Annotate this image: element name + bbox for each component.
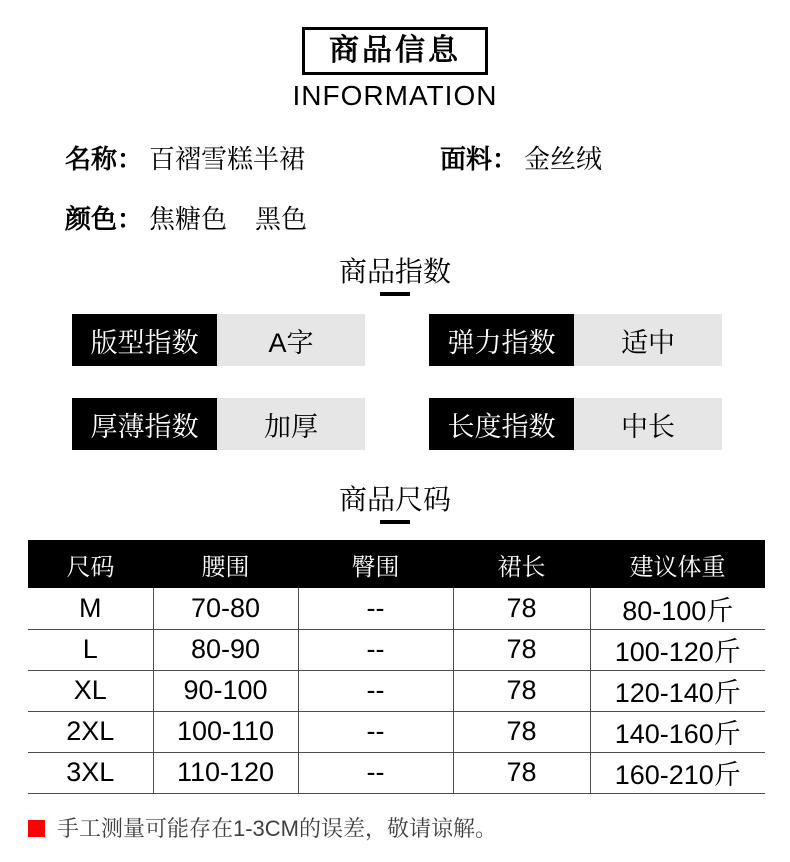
index-label-elasticity: 弹力指数: [429, 314, 574, 366]
cell-size: M: [28, 588, 153, 629]
table-row: [28, 629, 765, 670]
size-section-title: 商品尺码: [338, 484, 451, 515]
name-label: 名称：: [65, 144, 144, 174]
size-section-underline: [380, 520, 410, 524]
page-title-box: [302, 27, 488, 75]
size-table: [28, 540, 765, 794]
measurement-note-text: 手工测量可能存在1-3CM的误差，敬请谅解。: [57, 815, 498, 841]
col-header-hip: 臀围: [298, 540, 453, 588]
cell-weight: 160-210斤: [590, 752, 765, 793]
cell-waist: 90-100: [153, 670, 298, 711]
cell-skirt-length: 78: [453, 629, 590, 670]
index-item-elasticity: [429, 314, 722, 366]
page-subtitle: INFORMATION: [292, 80, 498, 111]
cell-skirt-length: 78: [453, 752, 590, 793]
index-item-thickness: [72, 398, 365, 450]
color-label: 颜色：: [65, 204, 144, 234]
index-value-elasticity: 适中: [574, 314, 722, 366]
index-value-length: 中长: [574, 398, 722, 450]
color-value-2: 黑色: [255, 204, 308, 234]
fabric-value: 金丝绒: [524, 144, 603, 174]
index-grid: [0, 314, 790, 450]
cell-weight: 80-100斤: [590, 588, 765, 629]
col-header-waist: 腰围: [153, 540, 298, 588]
attr-color: [65, 202, 307, 236]
name-value: 百褶雪糕半裙: [149, 144, 306, 174]
size-table-header-row: [28, 540, 765, 588]
cell-size: L: [28, 629, 153, 670]
index-label-thickness: 厚薄指数: [72, 398, 217, 450]
cell-waist: 70-80: [153, 588, 298, 629]
cell-weight: 140-160斤: [590, 711, 765, 752]
cell-skirt-length: 78: [453, 588, 590, 629]
index-item-fit: [72, 314, 365, 366]
col-header-skirt-length: 裙长: [453, 540, 590, 588]
table-row: [28, 588, 765, 629]
cell-size: 3XL: [28, 752, 153, 793]
cell-weight: 100-120斤: [590, 629, 765, 670]
page-title: 商品信息: [329, 34, 461, 67]
cell-waist: 110-120: [153, 752, 298, 793]
cell-skirt-length: 78: [453, 711, 590, 752]
index-item-length: [429, 398, 722, 450]
index-section-title: 商品指数: [338, 256, 451, 287]
cell-waist: 80-90: [153, 629, 298, 670]
col-header-suggested-weight: 建议体重: [590, 540, 765, 588]
cell-hip: --: [298, 711, 453, 752]
cell-skirt-length: 78: [453, 670, 590, 711]
index-value-fit: A字: [217, 314, 365, 366]
index-label-fit: 版型指数: [72, 314, 217, 366]
cell-size: 2XL: [28, 711, 153, 752]
fabric-label: 面料：: [440, 144, 519, 174]
col-header-size: 尺码: [28, 540, 153, 588]
cell-hip: --: [298, 629, 453, 670]
table-row: [28, 670, 765, 711]
table-row: [28, 752, 765, 793]
measurement-note: [28, 816, 790, 842]
attr-fabric: [440, 142, 602, 176]
cell-waist: 100-110: [153, 711, 298, 752]
index-label-length: 长度指数: [429, 398, 574, 450]
index-section-underline: [380, 292, 410, 296]
cell-hip: --: [298, 752, 453, 793]
attr-row-name-fabric: [0, 142, 790, 176]
cell-weight: 120-140斤: [590, 670, 765, 711]
cell-hip: --: [298, 670, 453, 711]
color-value-1: 焦糖色: [149, 204, 228, 234]
index-value-thickness: 加厚: [217, 398, 365, 450]
red-square-icon: [28, 820, 45, 837]
cell-hip: --: [298, 588, 453, 629]
attr-row-color: [0, 202, 790, 236]
table-row: [28, 711, 765, 752]
header: [0, 0, 790, 112]
cell-size: XL: [28, 670, 153, 711]
attr-name: [65, 142, 440, 176]
